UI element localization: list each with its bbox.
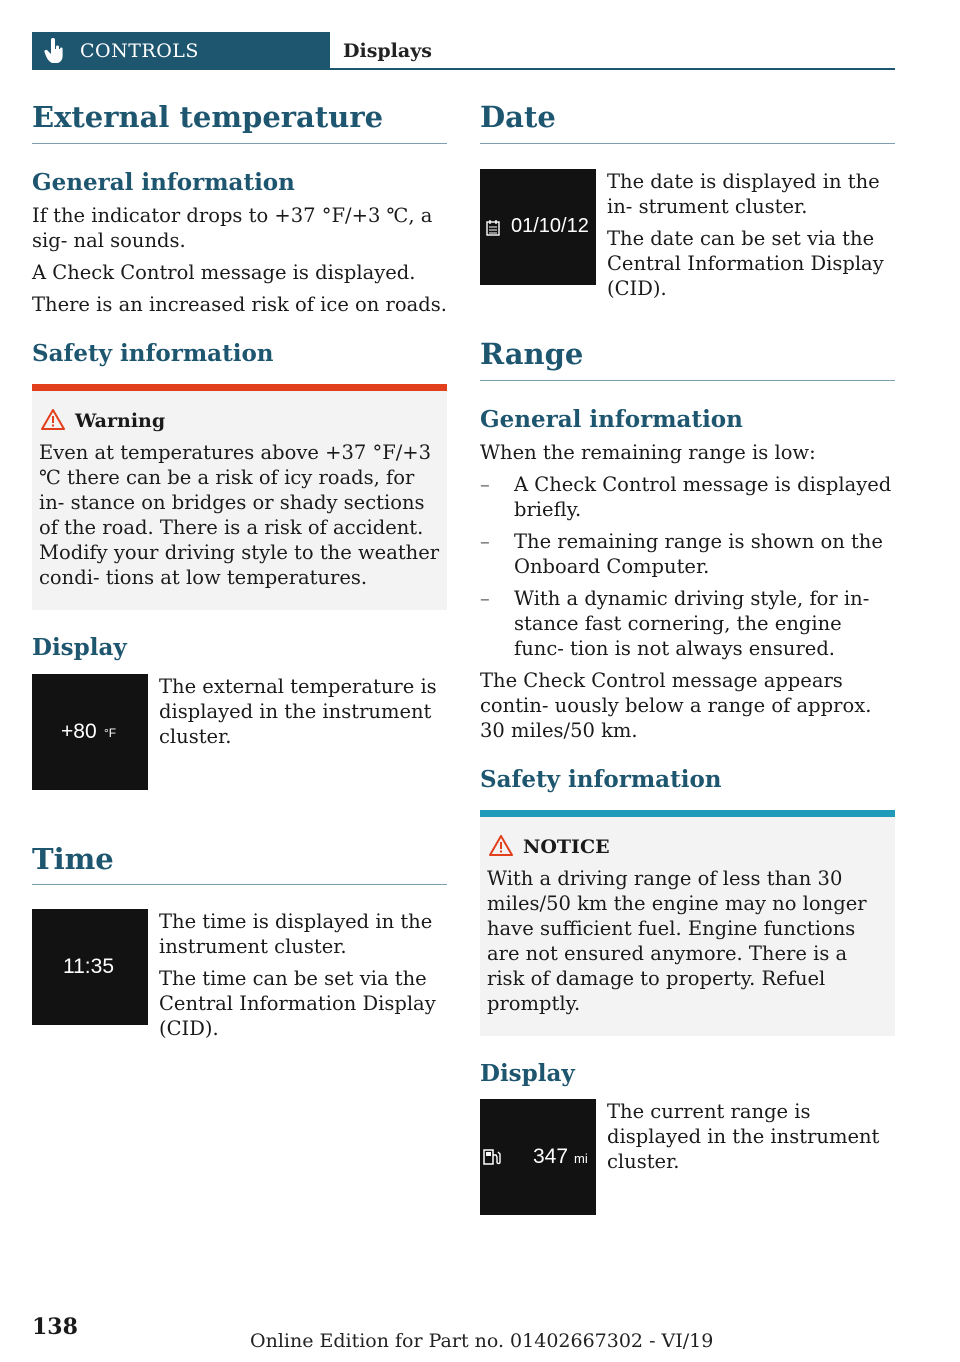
ext-temp-general-heading: General information xyxy=(32,168,295,196)
ext-temp-title: External temperature xyxy=(32,100,447,144)
page-number: 138 xyxy=(32,1314,78,1340)
ext-temp-para-2: A Check Control message is displayed. xyxy=(32,261,416,285)
section-label: CONTROLS xyxy=(80,40,199,62)
date-display-block xyxy=(480,169,895,300)
range-display-value: 347 xyxy=(533,1145,569,1169)
range-display-heading: Display xyxy=(480,1059,575,1087)
ext-temp-display-image xyxy=(32,674,148,790)
warning-box xyxy=(32,384,447,610)
range-display-unit: mi xyxy=(574,1151,588,1167)
notice-box xyxy=(480,810,895,1036)
warning-text: Even at temperatures above +37 °F/+3 ℃ there can be a risk of icy roads, for in‐ stance on bridges or shady sections of the road. There is a risk of accident. Modify your driving style to the weather condi‐ tions at low temperatures. xyxy=(39,440,440,589)
date-display-image xyxy=(480,169,596,285)
section-tab xyxy=(32,32,330,70)
warning-triangle-icon xyxy=(489,835,513,856)
calendar-icon xyxy=(486,219,500,236)
list-item-text: With a dynamic driving style, for in‐ stance fast cornering, the engine func‐ tion is not always ensured. xyxy=(514,587,870,661)
range-intro: When the remaining range is low: xyxy=(480,441,816,465)
chapter-label: Displays xyxy=(343,40,432,62)
time-display-image xyxy=(32,909,148,1025)
time-title: Time xyxy=(32,842,447,886)
list-item: – With a dynamic driving style, for in‐ stance fast cornering, the engine func‐ tion is not always ensured. xyxy=(480,587,870,661)
notice-title-row xyxy=(487,835,888,860)
warning-title-row xyxy=(39,409,440,434)
range-display-textblock xyxy=(607,1099,895,1174)
ext-temp-para-1: If the indicator drops to +37 °F/+3 ℃, a sig‐ nal sounds. xyxy=(32,204,433,253)
range-display-text: The current range is displayed in the instrument cluster. xyxy=(607,1100,880,1174)
notice-title: NOTICE xyxy=(523,835,610,858)
range-bullet-list xyxy=(480,472,895,661)
ext-temp-display-unit: °F xyxy=(104,725,117,740)
list-item: – A Check Control message is displayed briefly. xyxy=(480,473,892,522)
time-para-1: The time is displayed in the instrument cluster. xyxy=(159,910,433,959)
edition-note: Online Edition for Part no. 01402667302 - VI/19 xyxy=(250,1330,714,1352)
range-safety-heading: Safety information xyxy=(480,766,722,794)
hand-pointer-icon xyxy=(44,38,64,64)
date-display-value: 01/10/12 xyxy=(511,214,589,237)
warning-title: Warning xyxy=(75,409,166,432)
ext-temp-para-3: There is an increased risk of ice on roads. xyxy=(32,293,447,317)
notice-text: With a driving range of less than 30 miles/50 km the engine may no longer have sufficient fuel. Engine functions are not ensured anymore. There is a risk of damage to property. Refuel promptly. xyxy=(487,866,867,1015)
ext-temp-safety-heading: Safety information xyxy=(32,340,274,368)
range-display-block xyxy=(480,1099,895,1215)
ext-temp-display-block xyxy=(32,674,447,790)
right-column xyxy=(480,100,895,1215)
date-para-2: The date can be set via the Central Information Display (CID). xyxy=(607,226,884,300)
range-general-heading: General information xyxy=(480,405,743,433)
date-textblock xyxy=(607,169,895,301)
range-title: Range xyxy=(480,337,895,381)
time-display-block xyxy=(32,909,447,1041)
ext-temp-display-value: +80 xyxy=(61,719,97,743)
range-display-image xyxy=(480,1099,596,1215)
list-item-text: A Check Control message is displayed briefly. xyxy=(514,473,892,522)
range-after-list: The Check Control message appears contin‐ uously below a range of approx. 30 miles/50 km. xyxy=(480,669,872,743)
list-item: – The remaining range is shown on the Onboard Computer. xyxy=(480,530,883,579)
left-column xyxy=(32,100,447,1041)
date-title: Date xyxy=(480,100,895,144)
time-para-2: The time can be set via the Central Information Display (CID). xyxy=(159,967,436,1041)
time-display-value: 11:35 xyxy=(63,955,114,979)
list-item-text: The remaining range is shown on the Onboard Computer. xyxy=(514,530,883,579)
date-para-1: The date is displayed in the in‐ strument cluster. xyxy=(607,169,880,218)
page-header xyxy=(32,32,895,70)
ext-temp-display-textblock xyxy=(159,674,447,749)
fuel-pump-icon xyxy=(483,1148,501,1166)
time-textblock xyxy=(159,909,447,1041)
ext-temp-display-text: The external temperature is displayed in the instrument cluster. xyxy=(159,674,437,748)
warning-triangle-icon xyxy=(41,409,65,430)
ext-temp-display-heading: Display xyxy=(32,633,127,661)
